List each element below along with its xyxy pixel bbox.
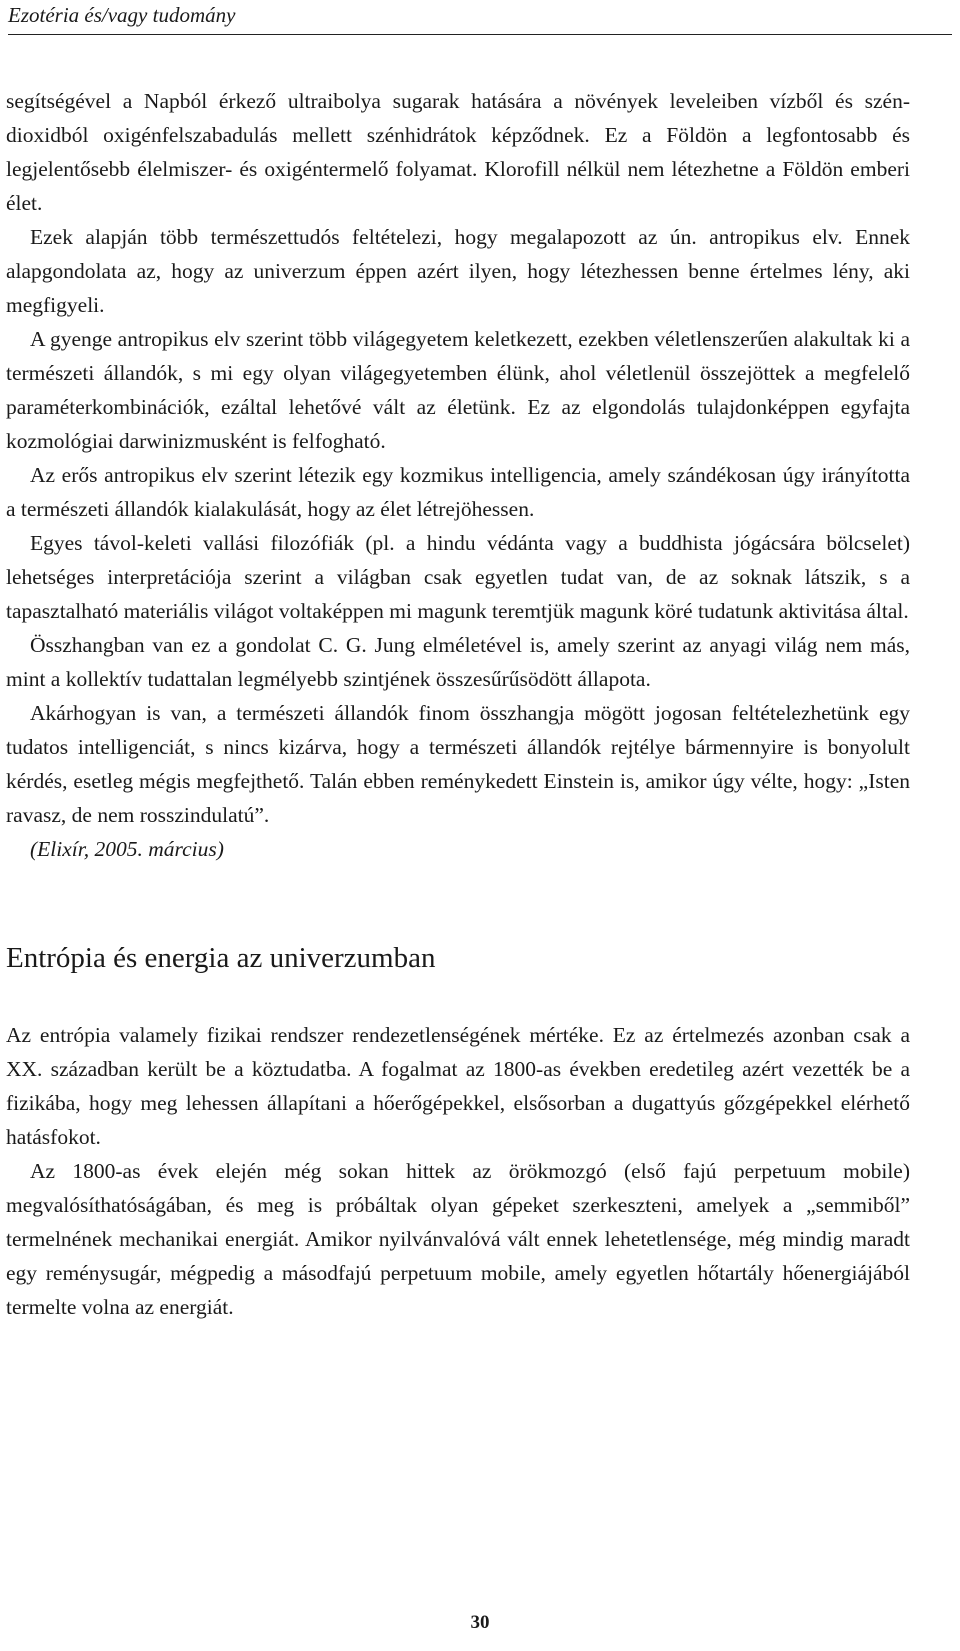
page-number: 30 xyxy=(470,1612,490,1633)
body-paragraph: segítségével a Napból érkező ultraibolya sugarak hatására a növények leveleiben vízből és szén-dioxidból oxigénfelszabadulás mellett szénhidrátok képződnek. Ez a Földön a legfontosabb és legjelentősebb élelmiszer- és oxigéntermelő folyamat. Klorofill nélkül nem létezhetne a Földön emberi élet. xyxy=(6,89,910,215)
body-paragraph: Akárhogyan is van, a természeti állandók finom összhangja mögött jogosan feltételezhetünk egy tudatos intelligenciát, s nincs kizárva, hogy a természeti állandók rejtélye bármennyire is bonyolult kérdés, esetleg mégis megfejthető. Talán ebben reménykedett Einstein is, amikor úgy vélte, hogy: „Isten ravasz, de nem rosszindulatú”. xyxy=(6,701,910,827)
body-paragraph: Az entrópia valamely fizikai rendszer rendezetlenségének mértéke. Ez az értelmezés azonban csak a XX. században került be a köztudatba. A fogalmat az 1800-as években eredetileg azért vezették be a fizikába, hogy meg lehessen állapítani a hőerőgépekkel, elsősorban a dugattyús gőzgépekkel elérhető hatásfokot. xyxy=(6,1023,910,1149)
running-header-title: Ezotéria és/vagy tudomány xyxy=(8,3,236,27)
body-paragraph: Egyes távol-keleti vallási filozófiák (pl. a hindu védánta vagy a buddhista jógácsára bölcselet) lehetséges interpretációja szerint a világban csak egyetlen tudat van, de az soknak látszik, s a tapasztalható materiális világot voltaképpen mi magunk teremtjük magunk köré tudatunk aktivitása által. xyxy=(6,531,910,623)
body-paragraph: A gyenge antropikus elv szerint több világegyetem keletkezett, ezekben véletlenszerűen alakultak ki a természeti állandók, s mi egy olyan világegyetemben élünk, ahol véletlenül összejöttek a megfelelő paraméterkombinációk, ezáltal lehetővé vált az életünk. Ez az elgondolás tulajdonképpen egyfajta kozmológiai darwinizmusként is felfogható. xyxy=(6,327,910,453)
body-paragraph: Összhangban van ez a gondolat C. G. Jung elméletével is, amely szerint az anyagi világ nem más, mint a kollektív tudattalan legmélyebb szintjének összesűrűsödött állapota. xyxy=(6,633,910,691)
body-paragraph: Az 1800-as évek elején még sokan hittek az örökmozgó (első fajú perpetuum mobile) megvalósíthatóságában, és meg is próbáltak olyan gépeket szerkeszteni, amelyek a „semmiből” termelnének mechanikai energiát. Amikor nyilvánvalóvá vált ennek lehetetlensége, még mindig maradt egy reménysugár, mégpedig a másodfajú perpetuum mobile, amely egyetlen hőtartály hőenergiájából termelte volna az energiát. xyxy=(6,1159,910,1319)
source-citation: (Elixír, 2005. március) xyxy=(30,837,224,861)
page-body xyxy=(6,84,910,1324)
section-heading: Entrópia és energia az univerzumban xyxy=(6,942,436,974)
running-header xyxy=(8,0,952,35)
body-paragraph: Ezek alapján több természettudós feltételezi, hogy megalapozott az ún. antropikus elv. Ennek alapgondolata az, hogy az univerzum éppen azért ilyen, hogy létezhessen benne értelmes lény, aki megfigyeli. xyxy=(6,225,910,317)
body-paragraph: Az erős antropikus elv szerint létezik egy kozmikus intelligencia, amely szándékosan úgy irányította a természeti állandók kialakulását, hogy az élet létrejöhessen. xyxy=(6,463,910,521)
